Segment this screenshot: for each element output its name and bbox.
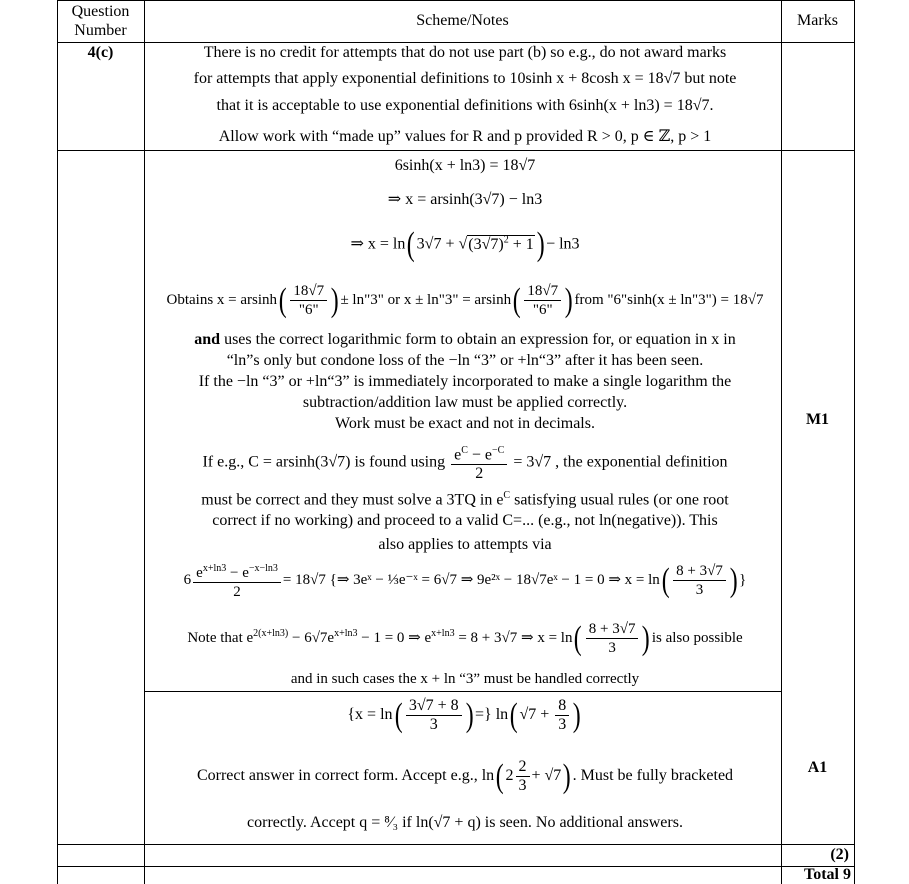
- intro-line-4: Allow work with “made up” values for R and p provided R > 0, p ∈ ℤ, p > 1: [218, 128, 712, 145]
- m1-line-5: Work must be exact and not in decimals.: [335, 415, 595, 432]
- m1-line-8: also applies to attempts via: [378, 536, 552, 553]
- m1-line-6: must be correct and they must solve a 3TQ in $e^C$ satisfying usual rules (or one root: [201, 490, 729, 509]
- question-id: 4(c): [87, 44, 114, 61]
- intro-line-3: that it is acceptable to use exponential definitions with 6sinh(x + ln3) = 18√7.: [216, 97, 714, 114]
- working-eq1: 6sinh(x + ln3) = 18√7: [394, 157, 536, 174]
- mark-a1: A1: [807, 759, 828, 776]
- header-divider: [57, 42, 855, 43]
- a1-answer: {x = ln( $\frac{3√7 + 8}{3}$ ) =} ln( √7 + $\frac{8}{3}$ ): [347, 696, 581, 734]
- intro-line-1: There is no credit for attempts that do not use part (b) so e.g., do not award marks: [203, 44, 727, 61]
- obtains-line: Obtains x = arsinh( $\frac{18√7}{"6"}$ ) ± ln"3" or x ± ln"3" = arsinh( $\frac{18√7}{"6"}$ ) from "6"sinh(x ± ln"3") = 18√7: [166, 281, 764, 319]
- row-divider-1: [57, 150, 855, 151]
- row-divider-3: [57, 844, 855, 845]
- intro-line-2: for attempts that apply exponential definitions to 10sinh x + 8cosh x = 18√7 but note: [193, 70, 737, 87]
- mark-total: Total 9: [804, 866, 851, 883]
- header-question: Question Number: [71, 3, 130, 39]
- row-divider-4: [57, 866, 855, 867]
- header-scheme: Scheme/Notes: [416, 12, 509, 29]
- table-border-col2: [781, 0, 782, 884]
- mark-m1: M1: [805, 411, 830, 428]
- table-border-right: [854, 0, 855, 884]
- m1-via-equation: 6 $\frac{e^{x+ln3} - e^{-x-ln3}}{2}$ = 18√7 {⇒ 3eˣ − ⅓e⁻ˣ = 6√7 ⇒ 9e²ˣ − 18√7eˣ − 1 = 0 ⇒ x = ln( $\frac{8 + 3√7}{3}$ ) }: [183, 561, 747, 600]
- m1-line-3: If the −ln “3” or +ln“3” is immediately incorporated to make a single logarithm the: [198, 373, 732, 390]
- m1-line-7: correct if no working) and proceed to a valid C=... (e.g., not ln(negative)). This: [212, 512, 718, 529]
- working-eq3: ⇒ x = ln( $3√7 + √(3√7)^2 + 1) - \ln 3$: [350, 226, 580, 263]
- m1-last-line: and in such cases the x + ln “3” must be handled correctly: [290, 671, 640, 687]
- row-divider-2: [144, 691, 781, 692]
- m1-note-line: Note that $e^{2(x+ln3)} - 6√7e^{x+ln3} - 1 = 0$ ⇒ $e^{x+ln3} = 8 + 3√7$ ⇒ x = ln( $\frac{8 + 3√7}{3}$ ) is also possible: [187, 619, 743, 657]
- mark-subtotal: (2): [830, 846, 849, 863]
- working-eq2: ⇒ x = arsinh(3√7) − ln3: [387, 191, 543, 208]
- m1-line-4: subtraction/addition law must be applied correctly.: [302, 394, 628, 411]
- table-border-col1: [144, 0, 145, 884]
- table-border-top: [57, 0, 855, 1]
- table-border-left: [57, 0, 58, 884]
- a1-line-2: correctly. Accept q = ⁸⁄₃ if ln(√7 + q) is seen. No additional answers.: [247, 814, 683, 831]
- a1-line-1: Correct answer in correct form. Accept e.g., ln( 2 $\frac{2}{3}$ + √7) . Must be fully bracketed: [196, 757, 734, 795]
- m1-line-2: “ln”s only but condone loss of the −ln “3” or +ln“3” after it has been seen.: [226, 352, 704, 369]
- m1-ifeg-line: If e.g., C = arsinh(3√7) is found using $\frac{e^C - e^{-C}}{2}$ = 3√7 , the exponential definition: [150, 442, 780, 483]
- header-marks: Marks: [797, 12, 838, 29]
- m1-line-1: and uses the correct logarithmic form to obtain an expression for, or equation in x in: [194, 331, 736, 348]
